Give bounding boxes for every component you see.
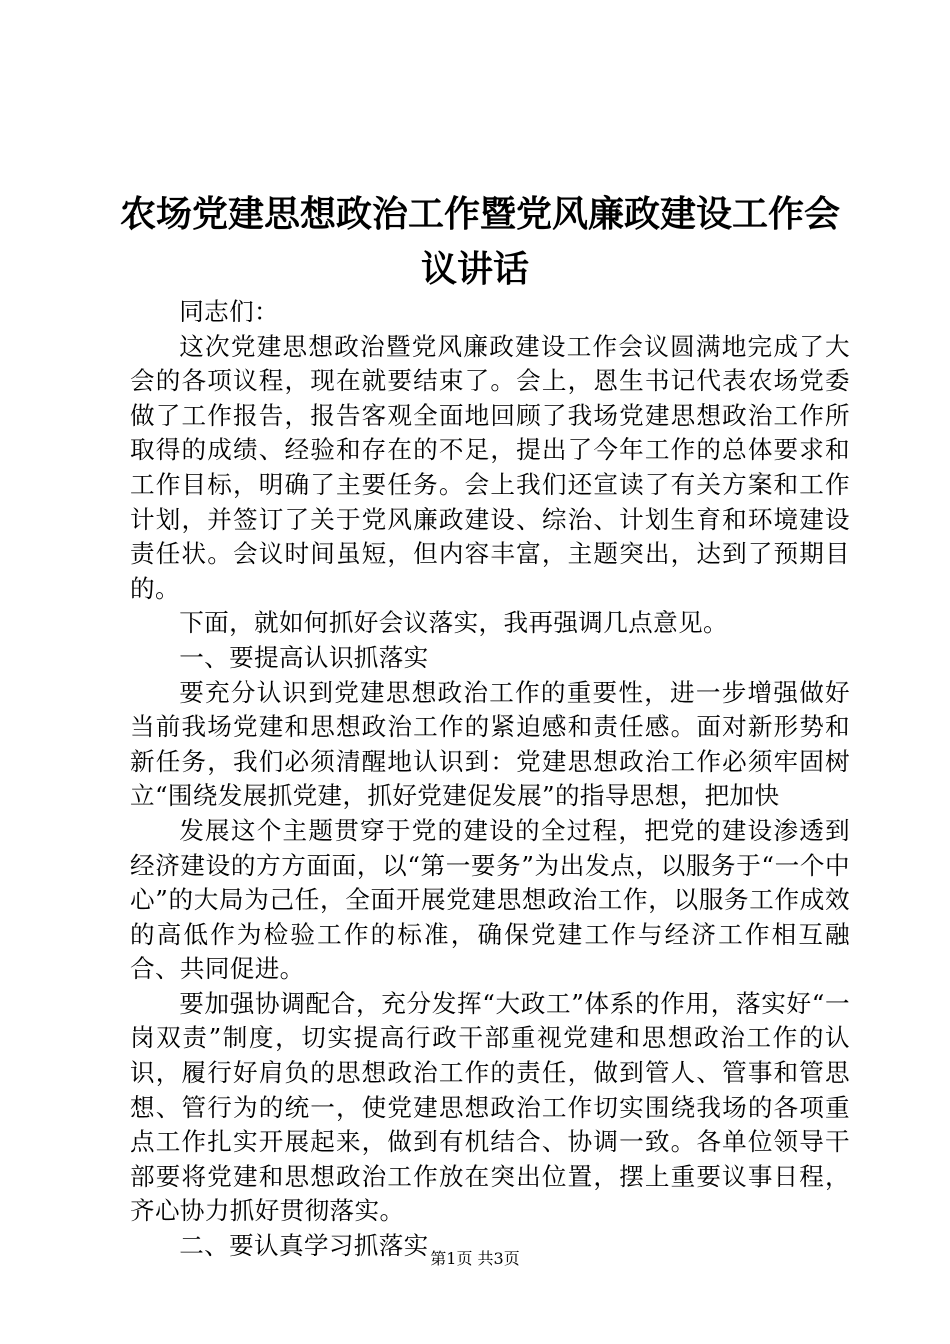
salutation: 同志们： bbox=[179, 297, 279, 326]
paragraph-section1-c: 要加强协调配合，充分发挥“大政工”体系的作用，落实好“一岗双责”制度，切实提高行政干部重视党建和思想政治工作的认识，履行好肩负的思想政治工作的责任，做到管人、管事和管思想、管行为的统一，使党建思想政治工作切实围绕我场的各项重点工作扎实开展起来，做到有机结合、协调一致。各单位领导干部要将党建和思想政治工作放在突出位置，摆上重要议事日程，齐心协力抓好贯彻落实。 bbox=[130, 988, 850, 1226]
paragraph-intro: 这次党建思想政治暨党风廉政建设工作会议圆满地完成了大会的各项议程，现在就要结束了。会上，恩生书记代表农场党委做了工作报告，报告客观全面地回顾了我场党建思想政治工作所取得的成绩、经验和存在的不足，提出了今年工作的总体要求和工作目标，明确了主要任务。会上我们还宣读了有关方案和工作计划，并签订了关于党风廉政建设、综治、计划生育和环境建设责任状。会议时间虽短，但内容丰富，主题突出，达到了预期目的。 bbox=[130, 331, 850, 603]
paragraph-transition: 下面，就如何抓好会议落实，我再强调几点意见。 bbox=[179, 608, 728, 638]
paragraph-section1-b: 发展这个主题贯穿于党的建设的全过程，把党的建设渗透到经济建设的方方面面，以“第一要务”为出发点，以服务于“一个中心”的大局为己任，全面开展党建思想政治工作，以服务工作成效的高低作为检验工作的标准，确保党建工作与经济工作相互融合、共同促进。 bbox=[130, 815, 850, 984]
document-title-line-1: 农场党建思想政治工作暨党风廉政建设工作会 bbox=[120, 194, 841, 235]
section-heading-1: 一、要提高认识抓落实 bbox=[179, 642, 429, 672]
page-footer: 第1页 共3页 bbox=[430, 1249, 520, 1268]
document-body bbox=[130, 295, 850, 1264]
paragraph-section1-a: 要充分认识到党建思想政治工作的重要性，进一步增强做好当前我场党建和思想政治工作的紧迫感和责任感。面对新形势和新任务，我们必须清醒地认识到：党建思想政治工作必须牢固树立“围绕发展抓党建，抓好党建促发展”的指导思想，把加快 bbox=[130, 677, 850, 811]
section-heading-2: 二、要认真学习抓落实 bbox=[179, 1231, 429, 1261]
document-title-line-2: 议讲话 bbox=[420, 249, 529, 290]
